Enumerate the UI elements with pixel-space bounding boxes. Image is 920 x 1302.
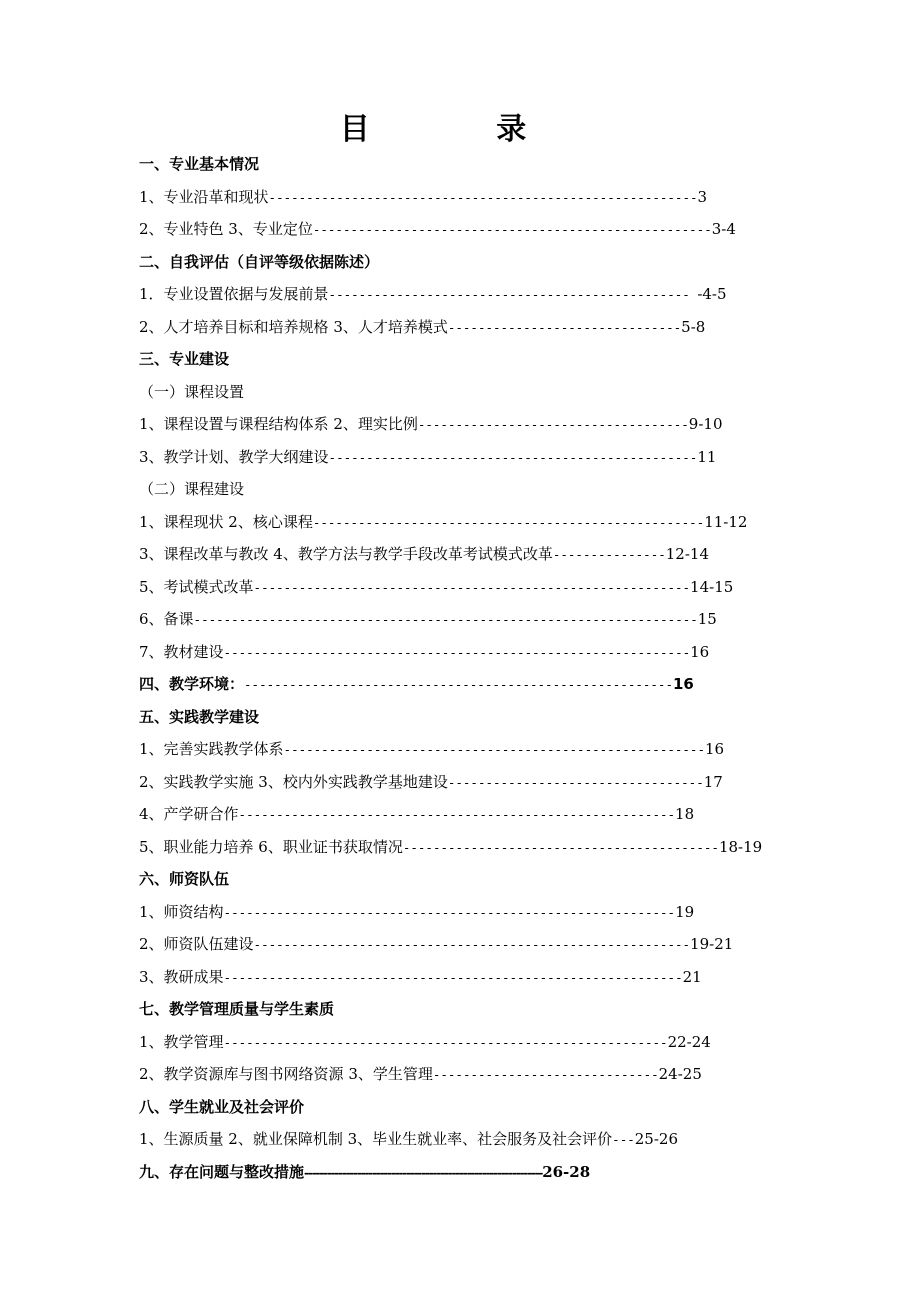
toc-dot-leader: ---------------------------------------------------- [312, 514, 705, 530]
toc-entry [139, 408, 779, 441]
toc-entry-label: 八、学生就业及社会评价 [139, 1097, 305, 1116]
toc-section-heading [139, 993, 779, 1026]
toc-entry [139, 1026, 779, 1059]
toc-dot-leader: --------------- [552, 547, 666, 562]
toc-entry-label: 1、专业沿革和现状 [139, 187, 269, 206]
toc-dot-leader: --------------------------------------------------------- [268, 189, 698, 205]
toc-page-number: 16 [690, 642, 710, 661]
toc-entry [139, 1058, 779, 1091]
toc-entry-label: 3、教研成果 [139, 967, 224, 986]
toc-dot-leader: ------------------------------------ [417, 417, 689, 432]
toc-entry [139, 831, 779, 864]
toc-dot-leader: --- [612, 1132, 635, 1147]
toc-page-number: 12-14 [665, 545, 709, 563]
toc-section-heading [139, 246, 779, 279]
toc-dot-leader: --------------------------------------------------------------- [304, 1165, 543, 1180]
toc-entry-label: 1、教学管理 [139, 1032, 224, 1051]
toc-entry-label: 1．专业设置依据与发展前景 [139, 285, 329, 303]
toc-entry-label: 3、课程改革与教改 4、教学方法与教学手段改革考试模式改革 [139, 545, 553, 563]
toc-subsection [139, 473, 779, 506]
toc-subsection [139, 376, 779, 409]
toc-entry-label: 1、课程现状 2、核心课程 [139, 512, 313, 531]
toc-entry-label: 1、生源质量 2、就业保障机制 3、毕业生就业率、社会服务及社会评价 [139, 1130, 613, 1148]
toc-page-number: 16 [672, 675, 694, 693]
toc-dot-leader: -------------------------------------------------------------- [223, 644, 691, 660]
toc-page-number: 11-12 [704, 512, 748, 531]
toc-entry [139, 603, 779, 636]
toc-section-heading [139, 343, 779, 376]
toc-entry-label: 七、教学管理质量与学生素质 [139, 1000, 335, 1018]
page-title: 目 录 [339, 112, 585, 147]
toc-entry-label: 2、专业特色 3、专业定位 [139, 220, 313, 238]
toc-dot-leader: ---------------------------------------------------------- [253, 579, 691, 595]
toc-page-number: 19 [675, 902, 695, 921]
toc-page-number: 16 [704, 740, 725, 758]
toc-entry-label: 5、职业能力培养 6、职业证书获取情况 [139, 837, 403, 856]
toc-entry [139, 896, 779, 929]
toc-section-heading [139, 148, 779, 181]
toc-entry-label: 2、师资队伍建设 [139, 935, 254, 953]
toc-entry-label: 三、专业建设 [139, 350, 230, 368]
toc-page-number: 24-25 [658, 1065, 702, 1083]
toc-dot-leader: ----------------------------------------------------------- [223, 1034, 668, 1050]
toc-page-number: 17 [703, 772, 723, 791]
toc-dot-leader: ---------------------------------- [447, 774, 704, 790]
toc-entry [139, 636, 779, 669]
toc-dot-leader: ------------------------------------------------ [328, 287, 698, 302]
toc-entry [139, 538, 779, 571]
toc-dot-leader: ------------------------------------------ [402, 839, 719, 855]
toc-section-heading [139, 668, 779, 701]
toc-entry-label: 2、实践教学实施 3、校内外实践教学基地建设 [139, 772, 448, 791]
toc-entry-label: 一、专业基本情况 [139, 155, 260, 173]
toc-entry-label: 2、教学资源库与图书网络资源 3、学生管理 [139, 1065, 433, 1083]
toc-entry-label: （一）课程设置 [139, 382, 245, 401]
toc-dot-leader: ------------------------------------------------------------ [223, 904, 676, 920]
toc-entry [139, 441, 779, 474]
toc-entry [139, 571, 779, 604]
toc-entry-label: 1、课程设置与课程结构体系 2、理实比例 [139, 415, 418, 433]
toc-entry [139, 961, 779, 994]
toc-entry-label: 3、教学计划、教学大纲建设 [139, 447, 329, 466]
toc-dot-leader: ----------------------------------------------------- [312, 222, 712, 237]
toc-entry-label: 6、备课 [139, 610, 194, 628]
toc-entry-label: 二、自我评估（自评等级依据陈述） [139, 252, 380, 271]
toc-dot-leader: ------------------------------------------------- [328, 449, 698, 465]
toc-entry [139, 181, 779, 214]
toc-entry [139, 213, 779, 246]
toc-page-number: 3-4 [711, 220, 736, 238]
toc-page-number: 9-10 [688, 415, 723, 433]
toc-entry [139, 928, 779, 961]
toc-entry [139, 798, 779, 831]
toc-entry-label: 1、完善实践教学体系 [139, 740, 284, 758]
toc-page-number: 5-8 [681, 317, 706, 336]
toc-entry [139, 766, 779, 799]
toc-entry-label: （二）课程建设 [139, 480, 245, 498]
toc-page-number: 14-15 [690, 577, 734, 596]
toc-section-heading [139, 1091, 779, 1124]
toc-dot-leader: -------------------------------------------------------- [283, 742, 705, 757]
toc-page-number: 21 [682, 967, 702, 986]
toc-section-heading [139, 701, 779, 734]
toc-page-number: 26-28 [542, 1162, 591, 1181]
toc-entry-label: 5、考试模式改革 [139, 577, 254, 596]
toc-entry [139, 278, 779, 311]
toc-entry [139, 506, 779, 539]
toc-dot-leader: ------------------------------- [447, 319, 682, 335]
toc-entry-label: 九、存在问题与整改措施 [139, 1162, 305, 1181]
toc-entry-label: 四、教学环境： [139, 675, 245, 693]
toc-entry-label: 五、实践教学建设 [139, 707, 260, 726]
toc-section-heading [139, 863, 779, 896]
toc-section-heading [139, 1156, 779, 1189]
toc-page-number: 19-21 [690, 935, 734, 953]
toc-page-number: 11 [697, 447, 717, 466]
toc-dot-leader: ---------------------------------------------------------- [238, 807, 676, 822]
toc-entry-label: 2、人才培养目标和培养规格 3、人才培养模式 [139, 317, 448, 336]
toc-page-number: 18 [675, 805, 695, 823]
toc-page-number: 25-26 [634, 1130, 678, 1148]
toc-entry-label: 7、教材建设 [139, 642, 224, 661]
toc-page-number: 15 [697, 610, 717, 628]
toc-page-number: 18-19 [718, 837, 763, 856]
toc-page-number: 22-24 [667, 1032, 711, 1051]
toc-dot-leader: ---------------------------------------------------------- [253, 937, 691, 952]
toc-entry [139, 733, 779, 766]
toc-dot-leader: ------------------------------------------------------------- [223, 969, 683, 985]
toc-entry-label: 1、师资结构 [139, 902, 224, 921]
toc-page-number: 3 [697, 187, 708, 206]
toc-entry [139, 1123, 779, 1156]
table-of-contents [139, 148, 779, 1188]
toc-page-number: -4-5 [697, 285, 727, 303]
toc-dot-leader: --------------------------------------------------------- [244, 677, 673, 692]
toc-dot-leader: ------------------------------ [432, 1067, 659, 1082]
toc-entry-label: 六、师资队伍 [139, 870, 230, 888]
toc-dot-leader: ------------------------------------------------------------------- [193, 612, 698, 627]
toc-entry-label: 4、产学研合作 [139, 805, 239, 823]
toc-entry [139, 311, 779, 344]
